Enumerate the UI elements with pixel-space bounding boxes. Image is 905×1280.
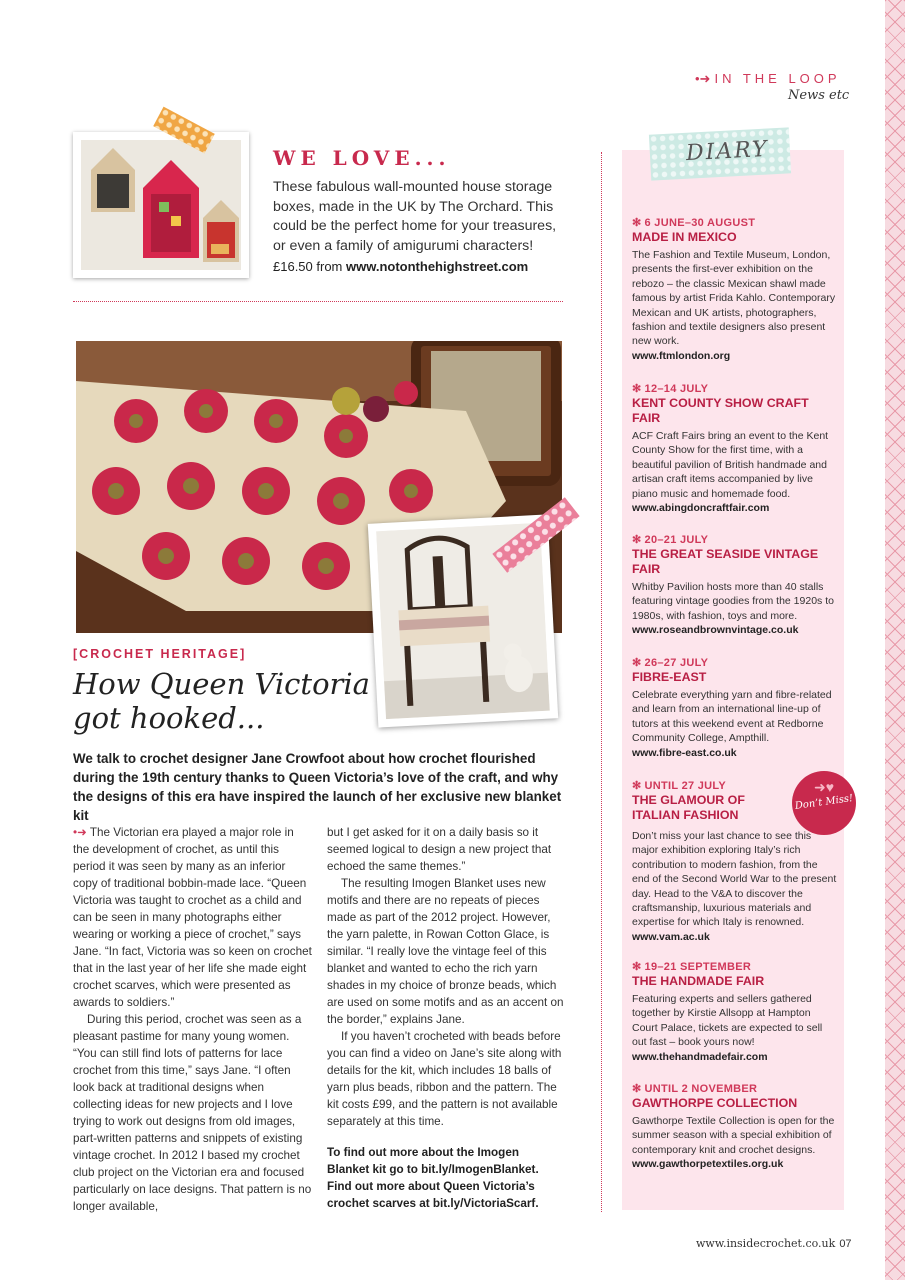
event-date: ✻ UNTIL 2 NOVEMBER xyxy=(632,1083,758,1095)
event-date: ✻ 12–14 JULY xyxy=(632,383,709,395)
event-title: THE GREAT SEASIDE VINTAGE FAIR xyxy=(632,547,819,576)
diary-event xyxy=(632,533,837,637)
diary-event xyxy=(632,656,837,760)
paragraph: but I get asked for it on a daily basis so it seemed logical to design a new project that echoed the same themes.” xyxy=(327,826,552,873)
star-bullet-icon: ✻ xyxy=(632,383,642,395)
diary-label: DIARY xyxy=(685,136,770,167)
event-title: KENT COUNTY SHOW CRAFT FAIR xyxy=(632,396,809,425)
diary-event xyxy=(632,382,837,515)
event-link[interactable]: www.abingdoncraftfair.com xyxy=(632,502,770,515)
event-title: THE GLAMOUR OF ITALIAN FASHION xyxy=(632,793,745,822)
event-date: ✻ 6 JUNE–30 AUGUST xyxy=(632,217,756,229)
diary-event xyxy=(632,216,837,363)
arrow-right-icon: •➜ xyxy=(73,826,90,839)
event-link[interactable]: www.fibre-east.co.uk xyxy=(632,746,737,759)
diary-event xyxy=(632,960,837,1064)
article-column-1 xyxy=(73,824,313,1215)
event-link[interactable]: www.vam.ac.uk xyxy=(632,930,710,943)
house-boxes-illustration xyxy=(81,140,241,270)
diary-event xyxy=(632,1082,837,1171)
article-standfirst: We talk to crochet designer Jane Crowfoot about how crochet flourished during the 19th century thanks to Queen Victoria’s love of the craft, and why the designs of this era have inspired the launch of her exclusive new blanket kit xyxy=(73,751,562,823)
event-date: ✻ 20–21 JULY xyxy=(632,534,709,546)
article-headline: How Queen Victoria got hooked... xyxy=(73,667,370,735)
event-body: Gawthorpe Textile Collection is open for the summer season with a special exhibition of contemporary knit and crochet designs. xyxy=(632,1115,835,1156)
event-body: ACF Craft Fairs bring an event to the Kent County Show for the first time, with a beautiful pavilion of British handmade and artisan craft items accompanied by live piano music and homemade food. xyxy=(632,430,829,500)
event-body: The Fashion and Textile Museum, London, presents the first-ever exhibition on the rebozo – the classic Mexican shawl made famous by artist Frida Kahlo. Contemporary Mexican and UK artists, photographers, fashion and textile designers also present new work. xyxy=(632,249,836,348)
we-love-body: These fabulous wall-mounted house storage boxes, made in the UK by The Orchard. This could be the perfect home for your treasures, or even a family of amigurumi characters! xyxy=(273,179,557,254)
article-kicker: [CROCHET HERITAGE] xyxy=(73,647,247,661)
paragraph: During this period, crochet was seen as a pleasant pastime for many young women. “You can still find lots of patterns for lace crochet from this time,” says Jane. “I often look back at traditional designs when collecting ideas for new projects and I love trying to work out designs from old images, part-written patterns and snippets of existing vintage crochet. In 2012 I based my crochet club project on the Victorian era and focused particularly on lace designs. That pattern is no longer available, xyxy=(73,1013,312,1213)
diary-event-details xyxy=(632,826,837,944)
event-body: Celebrate everything yarn and fibre-related and learn from an international line-up of tutors at this weekend event at Redborne Community College, Ampthill. xyxy=(632,689,832,745)
event-title: FIBRE-EAST xyxy=(632,670,707,684)
section-title: IN THE LOOP xyxy=(714,71,841,86)
dont-miss-badge xyxy=(792,771,856,835)
event-link[interactable]: www.thehandmadefair.com xyxy=(632,1050,768,1063)
call-to-action[interactable]: To find out more about the Imogen Blanket kit go to bit.ly/ImogenBlanket. Find out more about Queen Victoria’s crochet scarves at bit.ly/VictoriaScarf. xyxy=(327,1146,539,1210)
page-footer xyxy=(696,1237,852,1250)
subsection-title: News etc xyxy=(788,88,850,103)
star-bullet-icon: ✻ xyxy=(632,780,642,792)
star-bullet-icon: ✻ xyxy=(632,961,642,973)
diary-event xyxy=(632,779,792,823)
article-column-2 xyxy=(327,824,564,1212)
star-bullet-icon: ✻ xyxy=(632,1083,642,1095)
event-title: MADE IN MEXICO xyxy=(632,230,737,244)
we-love-price-line xyxy=(273,259,528,274)
zigzag-page-edge xyxy=(885,0,905,1280)
event-title: GAWTHORPE COLLECTION xyxy=(632,1096,798,1110)
badge-text: Don’t Miss! xyxy=(794,792,854,813)
event-link[interactable]: www.gawthorpetextiles.org.uk xyxy=(632,1158,784,1171)
shop-link[interactable]: www.notonthehighstreet.com xyxy=(346,259,529,274)
dotted-divider xyxy=(73,301,563,302)
heart-arrow-icon: ➜♥ xyxy=(814,779,835,795)
houses-photo xyxy=(73,132,249,278)
star-bullet-icon: ✻ xyxy=(632,217,642,229)
dotted-column-divider xyxy=(601,152,602,1212)
event-date: ✻ 19–21 SEPTEMBER xyxy=(632,961,752,973)
paragraph: If you haven’t crocheted with beads before you can find a video on Jane’s site along with details for the kit, which includes 18 balls of yarn plus beads, ribbon and the pattern. The kit costs £99, and the pattern is not available separately at this time. xyxy=(327,1030,562,1128)
event-date: ✻ UNTIL 27 JULY xyxy=(632,780,727,792)
event-link[interactable]: www.ftmlondon.org xyxy=(632,349,731,362)
arrow-right-icon: •➜ xyxy=(695,71,711,86)
event-body: Featuring experts and sellers gathered together by Kirstie Allsopp at Hampton Court Palace, tickets are expected to sell out fast – book yours now! xyxy=(632,993,823,1049)
we-love-title: WE LOVE... xyxy=(273,146,451,170)
event-title: THE HANDMADE FAIR xyxy=(632,974,765,988)
price: £16.50 from xyxy=(273,259,343,274)
event-link[interactable]: www.roseandbrownvintage.co.uk xyxy=(632,624,799,637)
star-bullet-icon: ✻ xyxy=(632,657,642,669)
event-date: ✻ 26–27 JULY xyxy=(632,657,709,669)
event-body: Don’t miss your last chance to see this major exhibition exploring Italy’s rich contribution to modern fashion, from the end of the Second World War to the present day. Head to the V&A to discover the craftsmanship, luxurious materials and expertise for which Italy is renowned. xyxy=(632,830,837,929)
section-header xyxy=(695,71,841,87)
event-body: Whitby Pavilion hosts more than 40 stalls featuring vintage goodies from the 1920s to 1980s, with fashion, toys and more. xyxy=(632,581,834,622)
page-number: 07 xyxy=(839,1238,852,1250)
star-bullet-icon: ✻ xyxy=(632,534,642,546)
paragraph: •➜ The Victorian era played a major role in the development of crochet, as until this period it was seen by many as an inferior copy of traditional bobbin-made lace. “Queen Victoria was taught to crochet as a child and can be seen in many photographs either wearing or working a piece of crochet,” says Jane. “In fact, Victoria was so keen on crochet that in the last year of her life she made eight crochet scarves, which were presented as awards to soldiers.” xyxy=(73,826,312,1009)
paragraph: The resulting Imogen Blanket uses new motifs and there are no repeats of pieces made as part of the 2012 project. However, the yarn palette, in Rowan Cotton Glace, is similar. “I really love the vintage feel of this blanket and wanted to echo the rich yarn shades in my choice of bronze beads, which are used on some motifs and as an accent on the border,” explains Jane. xyxy=(327,877,564,1026)
footer-site[interactable]: www.insidecrochet.co.uk xyxy=(696,1237,836,1250)
